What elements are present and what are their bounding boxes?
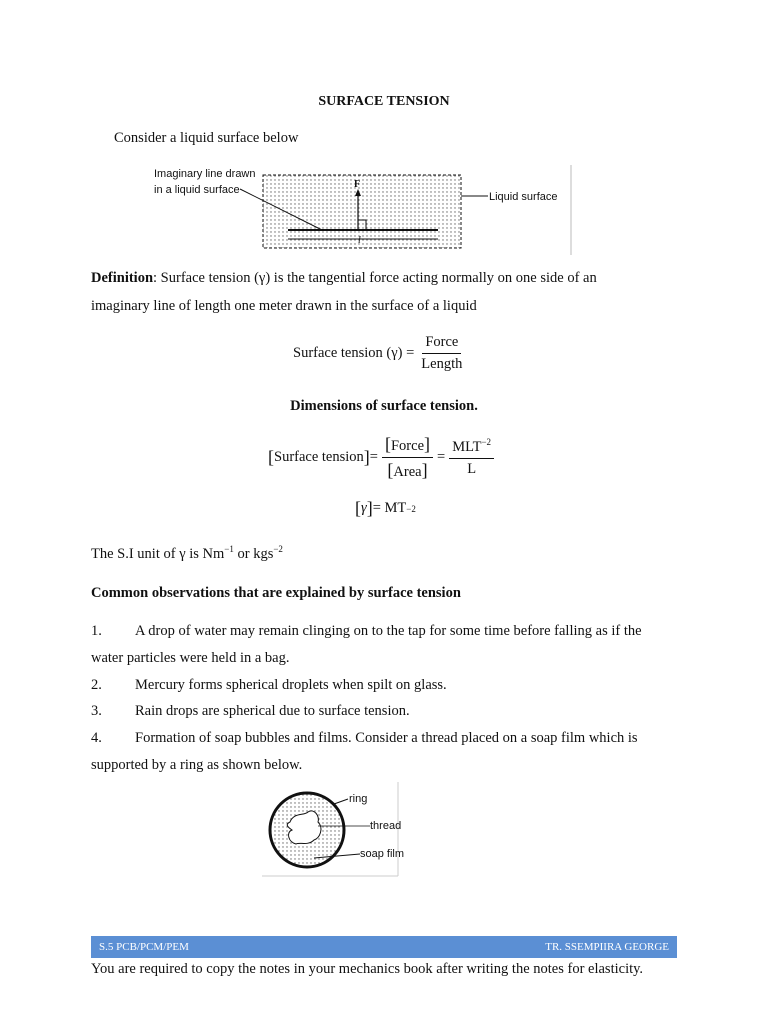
dimensions-den1: Area [393, 464, 422, 480]
dimension-result: [ γ ] = MT −2 [355, 498, 416, 518]
dimensions-fraction-1: $\frac{\text{[Force]}}{\text{[Area]}}$ [382, 434, 433, 481]
si-unit-prefix: The S.I unit of γ is Nm [91, 545, 225, 562]
list-item [91, 730, 638, 747]
length-label: l [358, 235, 361, 246]
list-item [91, 703, 410, 720]
definition-term: Definition [91, 270, 154, 286]
definition-text-1: : Surface tension (γ) is the tangential force acting normally on one side of an [153, 270, 597, 286]
dimensions-formula: [ Surface tension ] = $\frac{\text{[Force]}}{\text{[Area]}}$ = $\frac{MLT^{-2}}{L}$ [268, 434, 498, 481]
observations-heading: Common observations that are explained by surface tension [91, 585, 461, 601]
list-text: Rain drops are spherical due to surface tension. [135, 703, 410, 719]
dimension-result-value: = MT [372, 500, 407, 516]
dimensions-num2-exp: −2 [481, 437, 492, 448]
definition-line-1 [91, 270, 597, 287]
list-number: 3. [91, 703, 102, 719]
force-label: F [354, 179, 361, 190]
si-unit-mid: or kgs [233, 545, 274, 562]
soap-film-label: soap film [360, 848, 405, 860]
dimensions-heading: Dimensions of surface tension. [290, 398, 478, 414]
list-item [91, 677, 447, 694]
dimensions-num1: Force [390, 438, 424, 454]
page-title: SURFACE TENSION [318, 94, 450, 109]
dimensions-num2: MLT [452, 438, 482, 455]
liquid-surface-figure [150, 163, 580, 263]
formula-denominator: Length [421, 356, 463, 372]
footer-note: You are required to copy the notes in your mechanics book after writing the notes for elasticity. [91, 961, 644, 977]
footer-left: S.5 PCB/PCM/PEM [99, 941, 189, 953]
definition-line-2: imaginary line of length one meter drawn in the surface of a liquid [91, 298, 477, 314]
imaginary-line-label-2: in a liquid surface [154, 184, 240, 196]
dimensions-fraction-2 [449, 437, 494, 478]
imaginary-line-label-1: Imaginary line drawn [154, 168, 256, 180]
gamma-symbol: γ [361, 500, 367, 516]
intro-text: Consider a liquid surface below [114, 130, 299, 146]
ring-label: ring [349, 793, 368, 805]
list-number: 2. [91, 677, 102, 693]
list-item-continuation: water particles were held in a bag. [91, 650, 290, 666]
footer-bar [91, 936, 677, 958]
dimension-result-exp: −2 [406, 503, 416, 514]
list-text: A drop of water may remain clinging on to the tap for some time before falling as if the [135, 623, 642, 639]
formula-fraction [418, 334, 465, 373]
si-unit-line [91, 544, 283, 563]
list-item [91, 623, 642, 640]
list-text: Mercury forms spherical droplets when spilt on glass. [135, 677, 447, 693]
si-unit-exp2: −2 [273, 544, 283, 554]
liquid-surface-label: Liquid surface [489, 191, 558, 203]
liquid-surface-area [263, 175, 461, 248]
formula-lhs: Surface tension (γ) = [293, 345, 415, 361]
list-text: Formation of soap bubbles and films. Consider a thread placed on a soap film which is [135, 730, 638, 746]
footer-right: TR. SSEMPIIRA GEORGE [545, 941, 669, 953]
dimensions-den2: L [467, 460, 477, 477]
list-number: 4. [91, 730, 102, 746]
dimensions-lhs: Surface tension [274, 449, 364, 465]
si-unit-exp1: −1 [224, 544, 234, 554]
list-number: 1. [91, 623, 102, 639]
formula-numerator: Force [422, 334, 461, 354]
soap-film-figure [262, 782, 412, 885]
list-item-continuation: supported by a ring as shown below. [91, 757, 303, 773]
surface-tension-formula [293, 334, 469, 373]
thread-label: thread [370, 820, 402, 832]
